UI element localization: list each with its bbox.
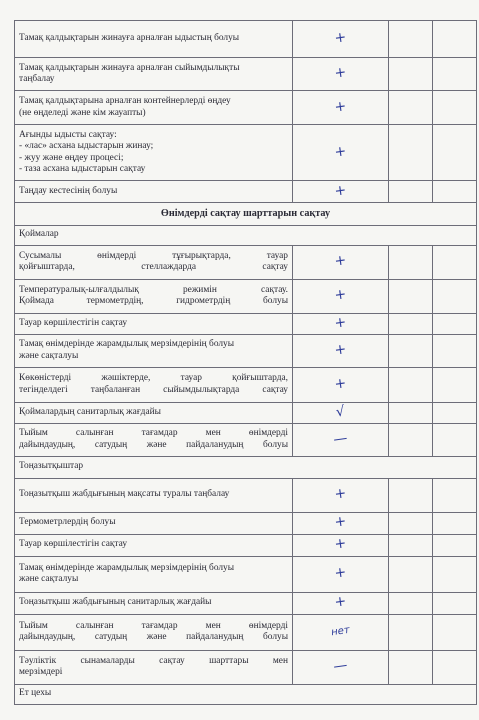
compliance-cell [293, 367, 389, 402]
empty-cell [389, 556, 433, 592]
empty-cell [389, 650, 433, 684]
handwritten-mark: — [332, 429, 349, 448]
empty-cell [433, 313, 477, 334]
compliance-cell [293, 650, 389, 684]
handwritten-mark: + [333, 485, 348, 503]
subsection-header-row [15, 225, 477, 245]
section-title: Өнімдерді сақтау шарттарын сақтау [15, 203, 477, 226]
checklist-row [15, 367, 477, 402]
section-header-row [15, 203, 477, 226]
checklist-row [15, 181, 477, 203]
empty-cell [389, 367, 433, 402]
empty-cell [433, 512, 477, 534]
requirement-text: Тыйым салынған тағамдар мен өнімдерді дайындаудың, сатудың және пайдаланудың болуы [15, 614, 293, 650]
empty-cell [433, 478, 477, 512]
compliance-cell [293, 125, 389, 181]
checklist-row [15, 21, 477, 58]
checklist-row [15, 334, 477, 367]
compliance-cell [293, 556, 389, 592]
compliance-cell [293, 58, 389, 91]
empty-cell [433, 334, 477, 367]
checklist-row [15, 245, 477, 279]
requirement-text: Көкөністерді жәшіктерде, тауар қойғыштарда, тегінделдегі таңбаланған сыйымдылықтарда сақтау [15, 367, 293, 402]
requirement-text: Тауар көршілестігін сақтау [15, 313, 293, 334]
requirement-text: Термометрлердің болуы [15, 512, 293, 534]
compliance-cell [293, 334, 389, 367]
handwritten-mark: + [333, 375, 348, 393]
compliance-cell [293, 512, 389, 534]
checklist-row [15, 423, 477, 456]
empty-cell [433, 21, 477, 58]
empty-cell [389, 245, 433, 279]
empty-cell [433, 534, 477, 556]
compliance-cell [293, 21, 389, 58]
checklist-row [15, 650, 477, 684]
subsection-title: Ет цехы [15, 684, 477, 704]
handwritten-mark: + [333, 564, 348, 582]
empty-cell [433, 181, 477, 203]
requirement-text: Тамақ өнімдерінде жарамдылық мерзімдерінің болуы және сақталуы [15, 556, 293, 592]
empty-cell [433, 279, 477, 313]
handwritten-mark: нет [330, 625, 351, 639]
empty-cell [389, 423, 433, 456]
handwritten-mark: + [333, 98, 348, 116]
checklist-row [15, 534, 477, 556]
empty-cell [389, 313, 433, 334]
requirement-text: Тоңазытқыш жабдығының мақсаты туралы таңбалау [15, 478, 293, 512]
empty-cell [389, 614, 433, 650]
handwritten-mark: + [333, 29, 348, 47]
empty-cell [389, 181, 433, 203]
checklist-row [15, 402, 477, 423]
empty-cell [389, 91, 433, 125]
empty-cell [433, 245, 477, 279]
requirement-text: Тамақ қалдықтарын жинауға арналған сыйымдылықты таңбалау [15, 58, 293, 91]
empty-cell [389, 125, 433, 181]
empty-cell [389, 402, 433, 423]
empty-cell [433, 592, 477, 614]
handwritten-mark: + [333, 314, 348, 332]
compliance-cell [293, 614, 389, 650]
empty-cell [433, 58, 477, 91]
empty-cell [433, 91, 477, 125]
compliance-cell [293, 402, 389, 423]
handwritten-mark: √ [334, 403, 346, 421]
requirement-text: Тамақ қалдықтарына арналған контейнерлерді өңдеу (не өңделеді және кім жауапты) [15, 91, 293, 125]
requirement-text: Тамақ өнімдерінде жарамдылық мерзімдерінің болуы және сақталуы [15, 334, 293, 367]
handwritten-mark: + [333, 341, 348, 359]
empty-cell [433, 650, 477, 684]
requirement-text: Тәуліктік сынамаларды сақтау шарттары мен мерзімдері [15, 650, 293, 684]
requirement-text: Тоңазытқыш жабдығының санитарлық жағдайы [15, 592, 293, 614]
checklist-row [15, 592, 477, 614]
handwritten-mark: + [333, 593, 348, 611]
handwritten-mark: + [333, 513, 348, 531]
empty-cell [433, 125, 477, 181]
checklist-row [15, 512, 477, 534]
empty-cell [389, 478, 433, 512]
checklist-row [15, 91, 477, 125]
compliance-cell [293, 478, 389, 512]
subsection-title: Тоңазытқыштар [15, 456, 477, 478]
checklist-row [15, 125, 477, 181]
empty-cell [389, 58, 433, 91]
requirement-text: Тыйым салынған тағамдар мен өнімдерді дайындаудың, сатудың және пайдаланудың болуы [15, 423, 293, 456]
compliance-cell [293, 313, 389, 334]
inspection-checklist-table [14, 20, 477, 705]
compliance-cell [293, 534, 389, 556]
handwritten-mark: + [333, 143, 348, 161]
requirement-text: Қоймалардың санитарлық жағдайы [15, 402, 293, 423]
requirement-text: Ағынды ыдысты сақтау: - «лас» асхана ыдыстарын жинау; - жуу және өңдеу процесі; - таза асхана ыдыстарын сақтау [15, 125, 293, 181]
compliance-cell [293, 245, 389, 279]
checklist-rows [15, 21, 477, 705]
handwritten-mark: + [333, 286, 348, 304]
empty-cell [433, 402, 477, 423]
requirement-text: Тамақ қалдықтарын жинауға арналған ыдыстың болуы [15, 21, 293, 58]
checklist-row [15, 58, 477, 91]
empty-cell [389, 534, 433, 556]
checklist-row [15, 313, 477, 334]
handwritten-mark: + [333, 252, 348, 270]
empty-cell [433, 556, 477, 592]
requirement-text: Температуралық-ылғалдылық режимін сақтау. Қоймада термометрдің, гидрометрдің болуы [15, 279, 293, 313]
compliance-cell [293, 423, 389, 456]
handwritten-mark: + [333, 535, 348, 553]
requirement-text: Тауар көршілестігін сақтау [15, 534, 293, 556]
subsection-header-row [15, 684, 477, 704]
empty-cell [433, 614, 477, 650]
empty-cell [433, 367, 477, 402]
empty-cell [389, 512, 433, 534]
handwritten-mark: + [333, 182, 348, 200]
empty-cell [389, 334, 433, 367]
compliance-cell [293, 181, 389, 203]
empty-cell [389, 279, 433, 313]
checklist-row [15, 614, 477, 650]
compliance-cell [293, 592, 389, 614]
handwritten-mark: — [332, 657, 349, 676]
handwritten-mark: + [333, 64, 348, 82]
checklist-row [15, 556, 477, 592]
empty-cell [433, 423, 477, 456]
checklist-row [15, 279, 477, 313]
compliance-cell [293, 279, 389, 313]
checklist-row [15, 478, 477, 512]
subsection-title: Қоймалар [15, 225, 477, 245]
requirement-text: Сусымалы өнімдерді тұғырықтарда, тауар қойғыштарда, стеллаждарда сақтау [15, 245, 293, 279]
empty-cell [389, 21, 433, 58]
compliance-cell [293, 91, 389, 125]
subsection-header-row [15, 456, 477, 478]
requirement-text: Таңдау кестесінің болуы [15, 181, 293, 203]
empty-cell [389, 592, 433, 614]
